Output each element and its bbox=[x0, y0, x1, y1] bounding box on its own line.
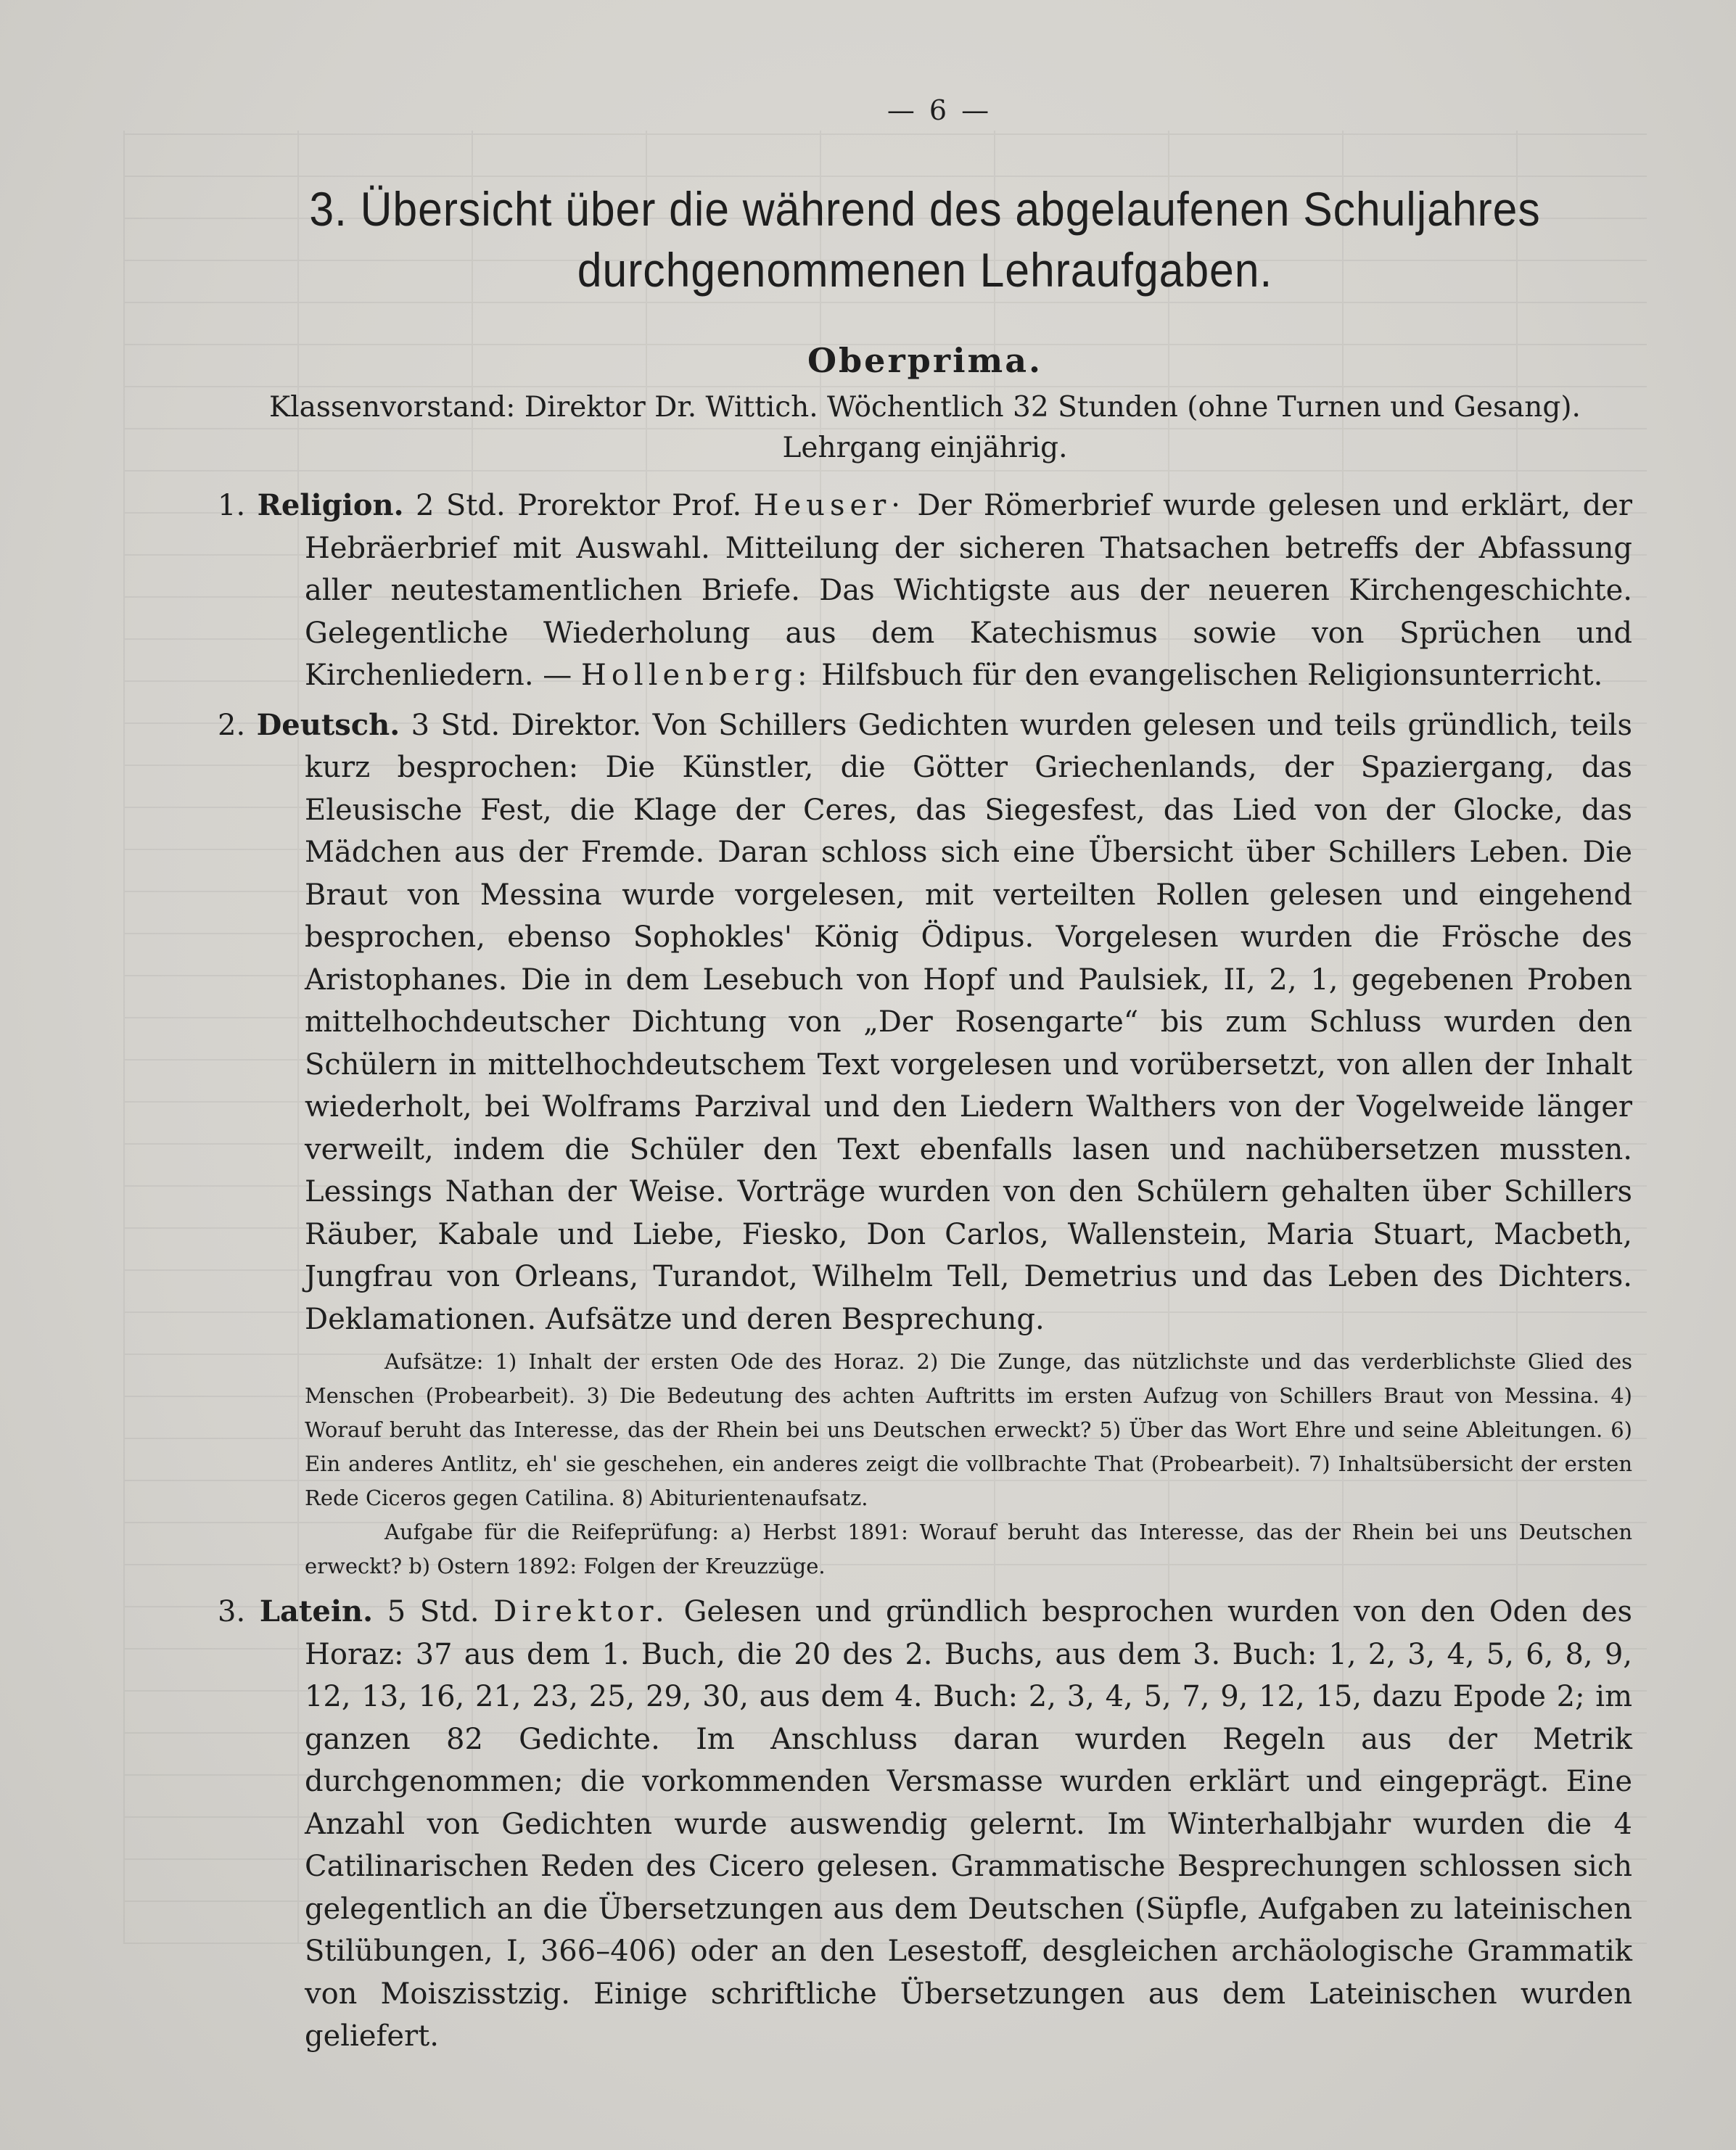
subject-teacher: Heuser· bbox=[753, 489, 905, 522]
subject-religion bbox=[218, 485, 1632, 697]
class-heading: Oberprima. bbox=[807, 341, 1043, 380]
subject-teacher: Direktor. bbox=[493, 1595, 670, 1628]
exam-label: Aufgabe für die Reifeprüfung: bbox=[384, 1520, 720, 1544]
subject-latein bbox=[218, 1591, 1632, 2058]
essays-label: Aufsätze: bbox=[384, 1349, 484, 1374]
subject-name: Religion. bbox=[257, 488, 404, 522]
class-meta-line-1: Klassenvorstand: Direktor Dr. Wittich. Wöchentlich 32 Stunden (ohne Turnen und Gesang). bbox=[269, 391, 1581, 424]
section-title bbox=[274, 178, 1576, 300]
subject-text: Von Schillers Gedichten wurden gelesen und teils gründlich, teils kurz besprochen: Die Künstler, die Götter Griechenlands, der Spaziergang, das Eleusische Fest, die Klage der Ceres, das Siegesfest, das Lied von der Glocke, das Mädchen aus der Fremde. Daran schloss sich eine Übersicht über Schillers Leben. Die Braut von Messina wurde vorgelesen, mit verteilten Rollen gelesen und eingehend besprochen, ebenso Sophokles' König Ödipus. Vorgelesen wurden die Frösche des Aristophanes. Die in dem Lesebuch von Hopf und Paulsiek, II, 2, 1, gegebenen Proben mittelhochdeutscher Dichtung von „Der Rosengarte“ bis zum Schluss wurden den Schülern in mittelhochdeutschem Text vorgelesen und vorübersetzt, von allen der Inhalt wiederholt, bei Wolframs Parzival und den Liedern Walthers von der Vogelweide länger verweilt, indem die Schüler den Text ebenfalls lasen und nachübersetzen mussten. Lessings Nathan der Weise. Vorträge wurden von den Schülern gehalten über Schillers Räuber, Kabale und Liebe, Fiesko, Don Carlos, Wallenstein, Maria Stuart, Macbeth, Jungfrau von Orleans, Turandot, Wilhelm Tell, Demetrius und das Leben des Dichters. Deklamationen. Aufsätze und deren Besprechung. bbox=[305, 708, 1632, 1336]
subject-deutsch bbox=[218, 704, 1632, 1341]
subject-text: Der Römerbrief wurde gelesen und erklärt, der Hebräerbrief mit Auswahl. Mitteilung der sicheren Thatsachen betreffs der Abfassung aller neutestamentlichen Briefe. Das Wichtigste aus der neueren Kirchengeschichte. Gelegentliche Wiederholung aus dem Katechismus sowie von Sprüchen und Kirchenliedern. — bbox=[305, 489, 1633, 692]
subject-number: 1. bbox=[218, 489, 246, 522]
section-title-line-1: 3. Übersicht über die während des abgelaufenen Schuljahres bbox=[309, 182, 1541, 236]
subject-number: 3. bbox=[218, 1595, 246, 1628]
essays-note bbox=[218, 1345, 1632, 1583]
subject-teacher-prefix: Prorektor Prof. bbox=[517, 489, 742, 522]
subject-text: Gelesen und gründlich besprochen wurden von den Oden des Horaz: 37 aus dem 1. Buch, die 20 des 2. Buchs, aus dem 3. Buch: 1, 2, 3, 4, 5, 6, 8, 9, 12, 13, 16, 21, 23, 25, 29, 30, aus dem 4. Buch: 2, 3, 4, 5, 7, 9, 12, 15, dazu Epode 2; im ganzen 82 Gedichte. Im Anschluss daran wurden Regeln aus der Metrik durchgenommen; die vorkommenden Versmasse wurden erklärt und eingeprägt. Eine Anzahl von Gedichten wurde auswendig gelernt. Im Winterhalbjahr wurden die 4 Catilinarischen Reden des Cicero gelesen. Grammatische Besprechungen schlossen sich gelegentlich an die Übersetzungen aus dem Deutschen (Süpfle, Aufgaben zu lateinischen Stilübungen, I, 366–406) oder an den Lesestoff, desgleichen archäologische Grammatik von Moiszisstzig. Einige schriftliche Übersetzungen aus dem Lateinischen wurden geliefert. bbox=[305, 1595, 1633, 2053]
subject-book-author: Hollenberg: bbox=[580, 659, 813, 692]
subject-hours: 5 Std. bbox=[387, 1595, 480, 1628]
page-number: — 6 — bbox=[886, 94, 992, 126]
page-content bbox=[218, 94, 1632, 2058]
exam-text: a) Herbst 1891: Worauf beruht das Interesse, das der Rhein bei uns Deutschen erweckt? b) Ostern 1892: Folgen der Kreuzzüge. bbox=[305, 1520, 1632, 1578]
subject-hours: 3 Std. bbox=[411, 708, 501, 742]
section-title-line-2: durchgenommenen Lehraufgaben. bbox=[577, 243, 1273, 297]
subject-hours: 2 Std. bbox=[415, 489, 506, 522]
subject-teacher: Direktor. bbox=[511, 708, 642, 742]
subject-book-text: Hilfsbuch für den evangelischen Religionsunterricht. bbox=[821, 659, 1603, 692]
essays-text: 1) Inhalt der ersten Ode des Horaz. 2) Die Zunge, das nützlichste und das verderblichste Glied des Menschen (Probearbeit). 3) Die Bedeutung des achten Auftritts im ersten Aufzug von Schillers Braut von Messina. 4) Worauf beruht das Interesse, das der Rhein bei uns Deutschen erweckt? 5) Über das Wort Ehre und seine Ableitungen. 6) Ein anderes Antlitz, eh' sie geschehen, ein anderes zeigt die vollbrachte That (Probearbeit). 7) Inhaltsübersicht der ersten Rede Ciceros gegen Catilina. 8) Abiturientenaufsatz. bbox=[305, 1349, 1632, 1510]
subject-name: Latein. bbox=[259, 1594, 374, 1628]
class-meta-line-2: Lehrgang einjährig. bbox=[782, 432, 1068, 464]
subject-number: 2. bbox=[218, 708, 246, 742]
class-meta bbox=[218, 387, 1632, 469]
subject-name: Deutsch. bbox=[256, 707, 400, 742]
